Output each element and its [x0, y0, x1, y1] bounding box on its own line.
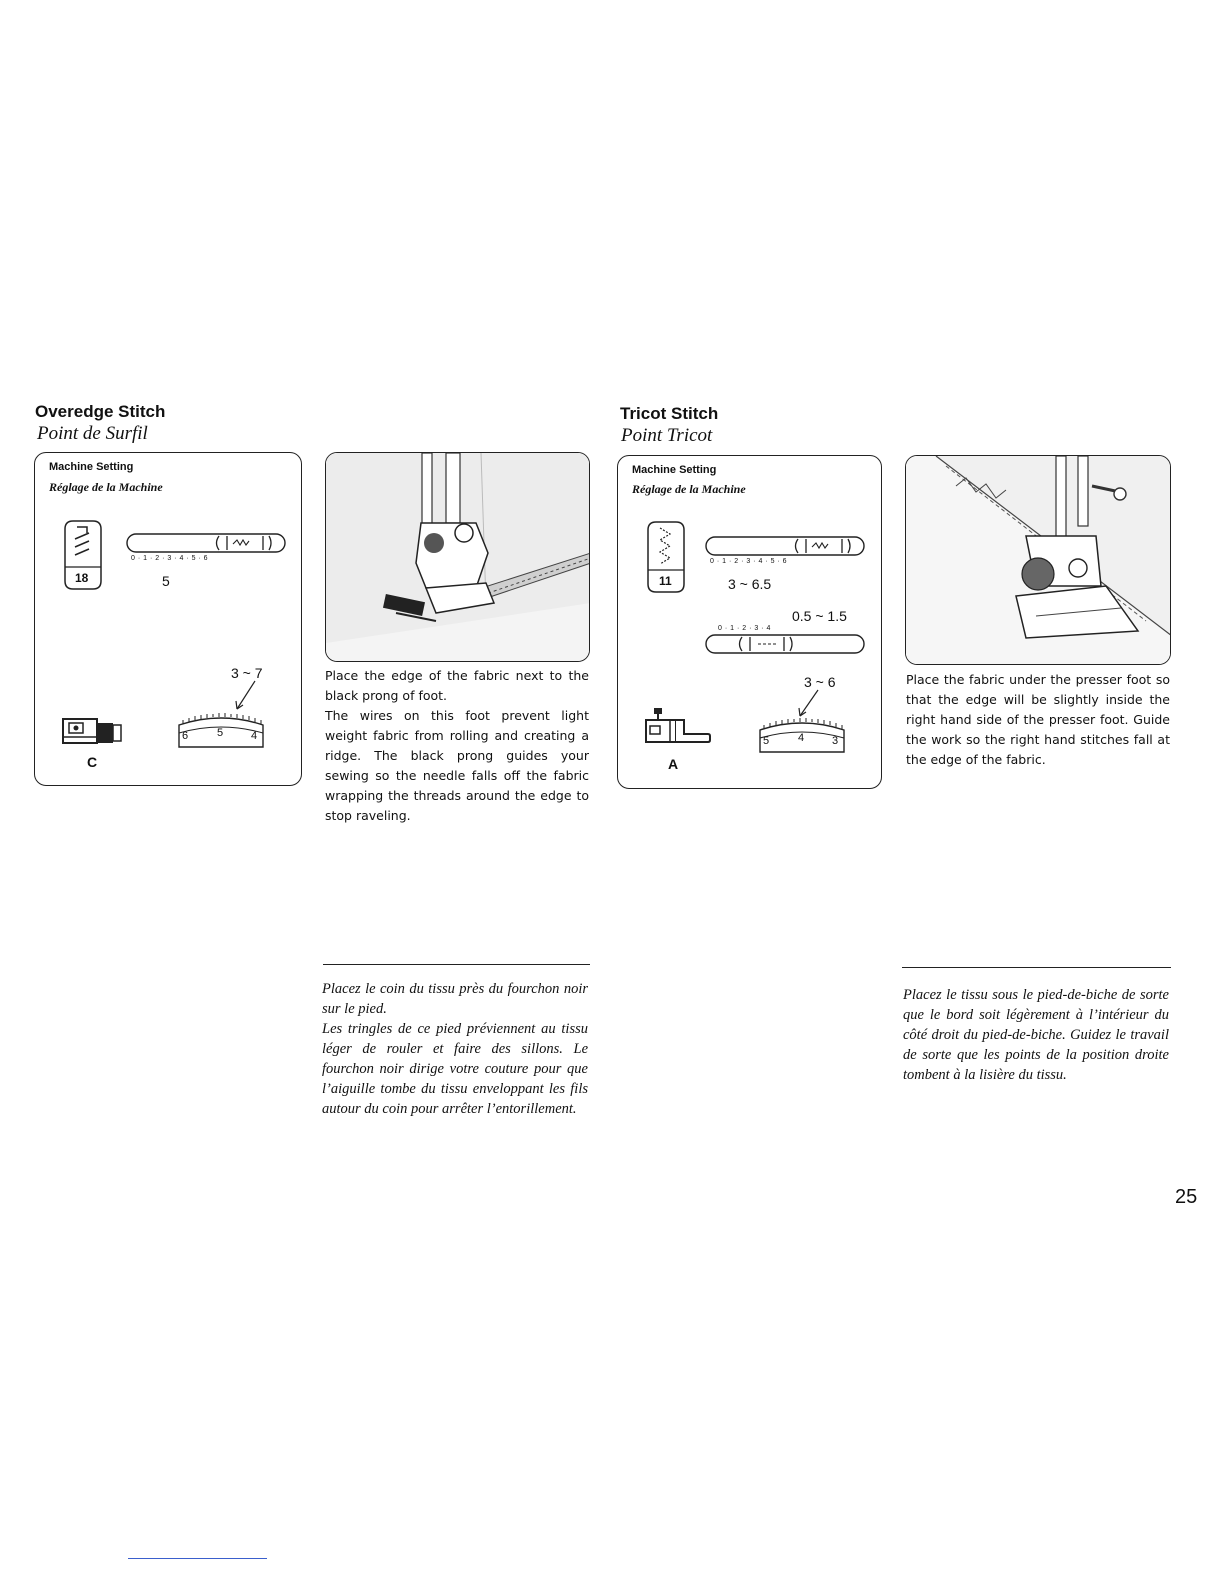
width-scale-ticks: 0 · 1 · 2 · 3 · 4 · 5 · 6	[710, 558, 788, 565]
tricot-fr-paragraph-1: Placez le tissu sous le pied-de-biche de sorte que le bord soit légèrement à l’intérieur du côté droit du pied-de-biche. Guidez le travail de sorte que les points de la position droite tombent à la lisière du tissu.	[903, 987, 1169, 1083]
length-dial	[175, 713, 267, 749]
machine-setting-label: Machine Setting	[49, 461, 134, 473]
balance-scale-ticks: 0 · 1 · 2 · 3 · 4	[718, 625, 771, 632]
foot-letter: C	[87, 754, 98, 770]
presser-foot-icon	[61, 715, 125, 747]
overedge-fr-paragraph-1: Placez le coin du tissu près du fourchon noir sur le pied.	[322, 981, 588, 1017]
overedge-instructions-fr	[322, 979, 588, 1119]
overedge-instructions-en	[325, 666, 589, 826]
dial-left-number: 5	[763, 735, 770, 747]
pattern-number: 11	[659, 574, 672, 588]
section-divider	[323, 964, 590, 965]
pattern-number: 18	[75, 571, 89, 585]
tricot-machine-setting-panel	[617, 455, 882, 789]
balance-scale	[704, 633, 868, 657]
balance-scale-graphic	[704, 633, 868, 657]
length-value: 3 ~ 6	[804, 674, 836, 690]
overedge-title-fr: Point de Surfil	[37, 423, 148, 444]
dial-right-number: 3	[832, 735, 839, 747]
overedge-title: Overedge Stitch	[35, 402, 166, 421]
tricot-instructions-fr	[903, 985, 1169, 1085]
page-number: 25	[1175, 1186, 1198, 1208]
pointer-arrow-icon	[231, 679, 261, 715]
overedge-machine-setting-panel	[34, 452, 302, 786]
dial-left-number: 6	[182, 730, 189, 742]
tricot-instructions-en	[906, 670, 1170, 770]
sewing-foot-drawing	[326, 453, 590, 662]
length-value: 3 ~ 7	[231, 665, 263, 681]
pointer-arrow-icon	[794, 688, 824, 722]
balance-value: 0.5 ~ 1.5	[792, 608, 847, 624]
overedge-en-paragraph-2: The wires on this foot prevent light weight fabric from rolling and creating a ridge. The black prong guides your sewing so the needle falls off the fabric wrapping the threads around the edge to stop raveling.	[325, 708, 589, 823]
foot-letter: A	[668, 756, 679, 772]
presser-foot-icon	[644, 706, 712, 746]
dial-mid-number: 5	[217, 727, 224, 739]
tricot-title: Tricot Stitch	[620, 404, 719, 423]
overedge-foot-illustration	[325, 452, 590, 662]
length-dial	[756, 718, 848, 754]
width-value: 3 ~ 6.5	[728, 576, 772, 592]
machine-setting-label-fr: Réglage de la Machine	[49, 480, 163, 494]
machine-setting-label: Machine Setting	[632, 464, 717, 476]
section-divider	[902, 967, 1171, 968]
overedge-fr-paragraph-2: Les tringles de ce pied préviennent au tissu léger de rouler et faire des sillons. Le fourchon noir dirige votre couture pour que l’aiguille tombe du tissu enveloppant les fils autour du coin pour arrêter l’entorillement.	[322, 1021, 588, 1117]
width-value: 5	[162, 573, 170, 589]
tricot-en-paragraph-1: Place the fabric under the presser foot so that the edge will be slightly inside the right hand side of the presser foot. Guide the work so the right hand stitches fall at the edge of the fabric.	[906, 672, 1170, 767]
pattern-selector	[646, 520, 686, 594]
tricot-foot-illustration	[905, 455, 1171, 665]
pattern-selector	[63, 519, 103, 591]
dial-right-number: 4	[251, 730, 258, 742]
dial-mid-number: 4	[798, 732, 805, 744]
width-scale-ticks: 0 · 1 · 2 · 3 · 4 · 5 · 6	[131, 555, 209, 562]
machine-setting-label-fr: Réglage de la Machine	[632, 482, 746, 496]
tricot-title-fr: Point Tricot	[621, 425, 713, 446]
sewing-foot-drawing	[906, 456, 1171, 665]
link-underline	[128, 1558, 267, 1559]
overedge-en-paragraph-1: Place the edge of the fabric next to the black prong of foot.	[325, 668, 589, 703]
